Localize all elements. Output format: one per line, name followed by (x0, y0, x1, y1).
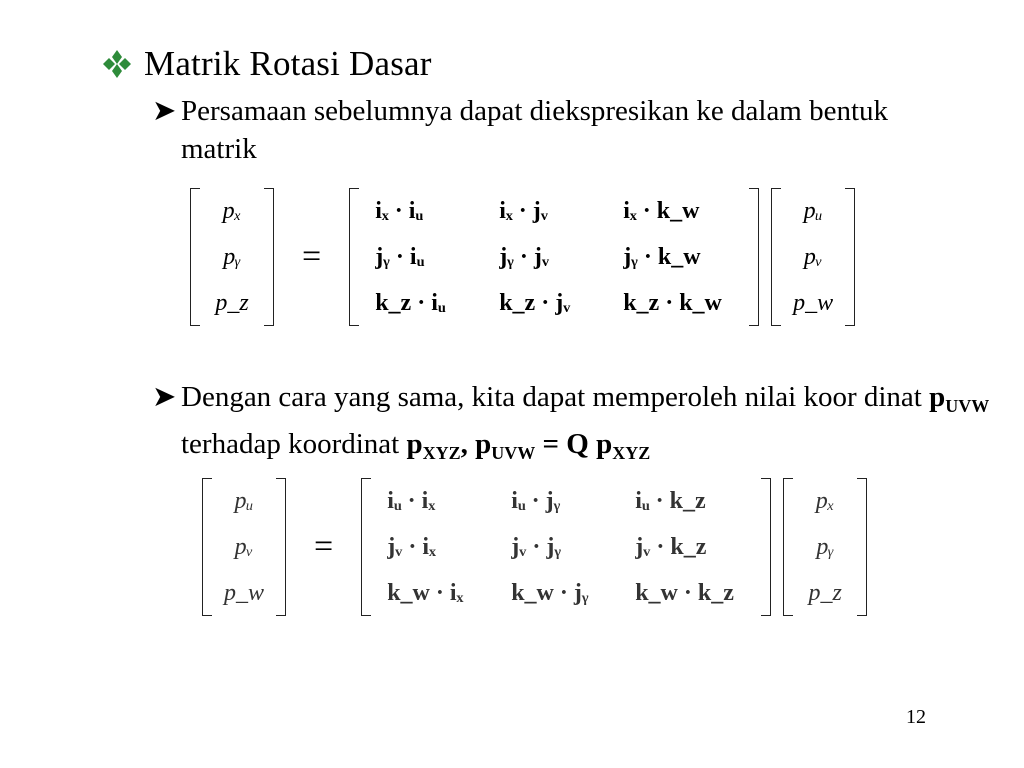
matrix-cell: k_z · iᵤ (375, 289, 446, 316)
four-diamond-icon (100, 49, 134, 79)
matrix-equation-1 (190, 188, 855, 326)
matrix-cell: k_w · iₓ (387, 579, 464, 606)
matrix-cell: jᵧ · iᵤ (375, 243, 425, 270)
vector-cell: pᵤ (234, 487, 254, 514)
rhs-vector-1 (771, 188, 855, 326)
arrowhead-icon: ➤ (152, 95, 177, 127)
arrowhead-icon: ➤ (152, 381, 177, 413)
bullet-2-text: Dengan cara yang sama, kita dapat memperoleh nilai koor dinat $p_{UVW}$ terhadap koordinat $p_{XYZ}$, $p_{UVW} = Q$ $p_{XYZ}$ (181, 381, 990, 463)
bullet-2 (152, 378, 1012, 472)
lhs-vector-1 (190, 188, 274, 326)
matrix-cell: iᵤ · iₓ (387, 487, 436, 514)
matrix-cell: jᵥ · k_z (635, 533, 707, 560)
matrix-cell: iₓ · iᵤ (375, 197, 424, 224)
vector-cell: pᵧ (816, 533, 834, 560)
vector-cell: p_w (793, 289, 834, 316)
rotation-matrix-1 (349, 188, 759, 326)
vector-cell: pₓ (815, 487, 835, 514)
matrix-cell: k_w · jᵧ (511, 579, 589, 606)
matrix-cell: iₓ · jᵥ (499, 197, 548, 224)
vector-cell: pᵧ (223, 243, 241, 270)
equals-sign: = (314, 528, 334, 565)
matrix-cell: k_z · k_w (623, 289, 722, 316)
matrix-cell: iₓ · k_w (623, 197, 700, 224)
matrix-cell: jᵥ · iₓ (387, 533, 436, 560)
vector-cell: p_z (808, 579, 842, 606)
page-number: 12 (906, 706, 926, 728)
matrix-cell: iᵤ · jᵧ (511, 487, 561, 514)
matrix-cell: iᵤ · k_z (635, 487, 706, 514)
lhs-vector-2 (202, 478, 286, 616)
equals-sign: = (302, 238, 322, 275)
rotation-matrix-2 (361, 478, 771, 616)
heading-text: Matrik Rotasi Dasar (144, 44, 432, 83)
matrix-cell: jᵧ · jᵥ (499, 243, 550, 270)
vector-cell: pₓ (222, 197, 242, 224)
vector-cell: pᵥ (803, 243, 823, 270)
vector-cell: p_z (215, 289, 249, 316)
matrix-cell: jᵥ · jᵧ (511, 533, 562, 560)
vector-cell: pᵤ (803, 197, 823, 224)
bullet-1-text: Persamaan sebelumnya dapat diekspresikan ke dalam bentuk matrik (181, 95, 889, 165)
vector-cell: pᵥ (234, 533, 254, 560)
matrix-cell: k_w · k_z (635, 579, 734, 606)
matrix-cell: jᵧ · k_w (623, 243, 701, 270)
vector-cell: p_w (223, 579, 264, 606)
matrix-equation-2 (202, 478, 867, 616)
rhs-vector-2 (783, 478, 867, 616)
bullet-1 (152, 92, 952, 168)
matrix-cell: k_z · jᵥ (499, 289, 571, 316)
heading (100, 44, 432, 84)
